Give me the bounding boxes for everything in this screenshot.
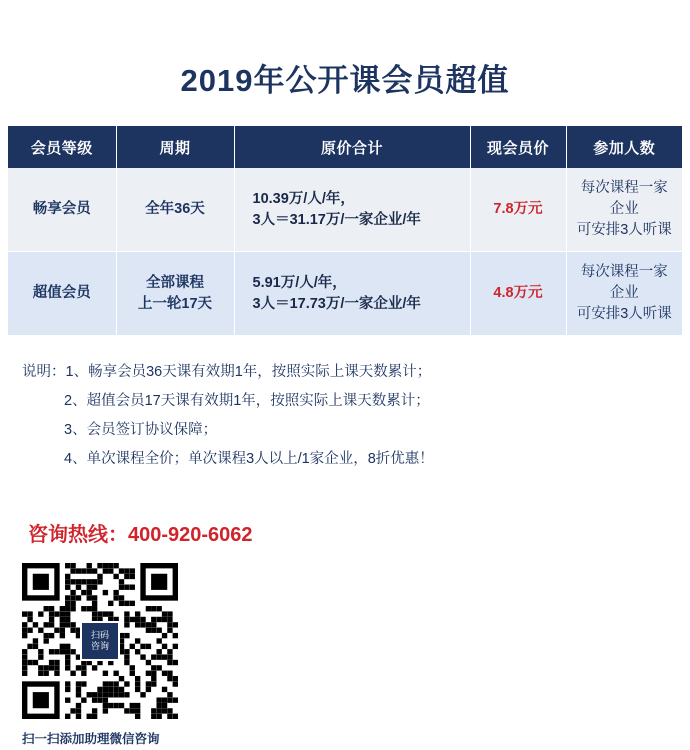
original-price-line-1: 10.39万/人/年，	[252, 190, 355, 207]
cell-original-price	[234, 252, 470, 336]
original-price-line-2: 3人＝31.17万/一家企业/年	[252, 211, 421, 228]
cell-original-price	[234, 168, 470, 252]
column-header-member-price: 现会员价	[470, 126, 566, 168]
column-header-attendees: 参加人数	[566, 126, 682, 168]
cell-period: 全年36天	[116, 168, 234, 252]
qr-center-badge	[80, 621, 120, 661]
cell-period	[116, 252, 234, 336]
cell-attendees	[566, 252, 682, 336]
cell-level: 超值会员	[8, 252, 116, 336]
pricing-table-wrapper	[8, 126, 682, 336]
qr-code[interactable]	[22, 563, 178, 719]
cell-attendees	[566, 168, 682, 252]
note-item: 3、会员签订协议保障；	[64, 422, 218, 439]
column-header-level: 会员等级	[8, 126, 116, 168]
cell-member-price: 7.8万元	[470, 168, 566, 252]
qr-area	[22, 563, 690, 747]
note-item: 2、超值会员17天课有效期1年，按照实际上课天数累计；	[64, 393, 430, 410]
attendees-line-2: 可安排3人听课	[576, 306, 672, 323]
period-line-1: 全部课程	[146, 274, 204, 291]
table-row	[8, 252, 682, 336]
attendees-line-2: 可安排3人听课	[576, 222, 672, 239]
note-item: 说明：1、畅享会员36天课有效期1年，按照实际上课天数累计；	[22, 364, 432, 381]
column-header-original-price: 原价合计	[234, 126, 470, 168]
cell-member-price: 4.8万元	[470, 252, 566, 336]
attendees-line-1: 每次课程一家企业	[580, 264, 668, 302]
original-price-line-2: 3人＝17.73万/一家企业/年	[252, 295, 421, 312]
attendees-line-1: 每次课程一家企业	[580, 180, 668, 218]
pricing-table	[8, 126, 682, 336]
table-row	[8, 168, 682, 252]
page-title: 2019年公开课会员超值	[180, 63, 510, 98]
qr-center-line-2: 咨询	[90, 641, 109, 652]
notes-block	[22, 358, 690, 474]
qr-center-line-1: 扫码	[90, 630, 109, 641]
column-header-period: 周期	[116, 126, 234, 168]
hotline-text: 咨询热线：400-920-6062	[28, 524, 253, 547]
table-header-row	[8, 126, 682, 168]
qr-caption: 扫一扫添加助理微信咨询	[22, 732, 160, 747]
period-line-2: 上一轮17天	[137, 295, 213, 312]
note-item: 4、单次课程全价；单次课程3人以上/1家企业，8折优惠！	[64, 451, 434, 468]
cell-level: 畅享会员	[8, 168, 116, 252]
original-price-line-1: 5.91万/人/年，	[252, 274, 347, 291]
